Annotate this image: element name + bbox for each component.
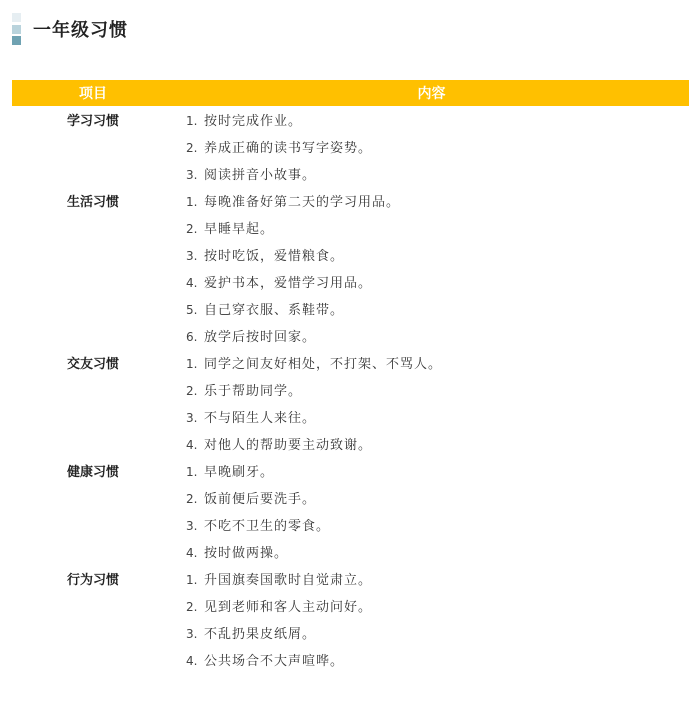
list-item-text: 自己穿衣服、系鞋带。 (204, 303, 345, 318)
list-item (174, 648, 689, 675)
habit-category-label: 生活习惯 (66, 195, 119, 210)
list-item-text: 每晚准备好第二天的学习用品。 (204, 195, 401, 210)
list-item (174, 324, 689, 351)
habit-group (12, 351, 689, 459)
list-item-text: 不与陌生人来往。 (204, 411, 317, 426)
list-item-number: 3. (186, 519, 198, 533)
list-item-number: 5. (186, 303, 198, 317)
list-item (174, 513, 689, 540)
habits-table (12, 80, 689, 675)
header-content-label: 内容 (417, 86, 446, 102)
list-item (174, 378, 689, 405)
list-item-text: 按时完成作业。 (204, 114, 303, 129)
habit-list (174, 567, 689, 675)
list-item-text: 早睡早起。 (204, 222, 275, 237)
list-item-number: 4. (186, 654, 198, 668)
table-body (12, 106, 689, 675)
list-item (174, 189, 689, 216)
list-item-number: 6. (186, 330, 198, 344)
list-item (174, 459, 689, 486)
list-item (174, 405, 689, 432)
habit-list (174, 108, 689, 189)
habit-list (174, 189, 689, 351)
list-item-text: 放学后按时回家。 (204, 330, 317, 345)
list-item (174, 486, 689, 513)
list-item-number: 2. (186, 141, 198, 155)
list-item-text: 阅读拼音小故事。 (204, 168, 317, 183)
list-item-number: 1. (186, 357, 198, 371)
habit-category-label: 行为习惯 (66, 573, 119, 588)
list-item-text: 同学之间友好相处，不打架、不骂人。 (204, 357, 443, 372)
list-item-number: 2. (186, 600, 198, 614)
list-item-text: 按时做两操。 (204, 546, 289, 561)
habit-group (12, 459, 689, 567)
list-item-text: 饭前便后要洗手。 (204, 492, 317, 507)
list-item (174, 162, 689, 189)
list-item-text: 见到老师和客人主动问好。 (204, 600, 373, 615)
habit-category-label: 学习习惯 (66, 114, 119, 129)
list-item (174, 270, 689, 297)
list-item-text: 乐于帮助同学。 (204, 384, 303, 399)
habit-category-label: 健康习惯 (66, 465, 119, 480)
list-item-number: 3. (186, 168, 198, 182)
habit-group (12, 189, 689, 351)
habit-list (174, 459, 689, 567)
list-item-number: 3. (186, 627, 198, 641)
list-item (174, 621, 689, 648)
list-item-number: 1. (186, 114, 198, 128)
list-item (174, 432, 689, 459)
title-mark-square (12, 25, 21, 34)
list-item-number: 4. (186, 276, 198, 290)
list-item-text: 早晚刷牙。 (204, 465, 275, 480)
list-item-text: 不乱扔果皮纸屑。 (204, 627, 317, 642)
habit-list (174, 351, 689, 459)
list-item (174, 594, 689, 621)
list-item-text: 升国旗奏国歌时自觉肃立。 (204, 573, 373, 588)
list-item (174, 540, 689, 567)
title-mark-square (12, 36, 21, 45)
list-item-number: 4. (186, 546, 198, 560)
list-item (174, 351, 689, 378)
list-item (174, 108, 689, 135)
title-square-icon (12, 13, 21, 45)
list-item-text: 爱护书本，爱惜学习用品。 (204, 276, 373, 291)
list-item (174, 297, 689, 324)
list-item-number: 3. (186, 249, 198, 263)
table-header (12, 80, 689, 106)
list-item-text: 公共场合不大声喧哗。 (204, 654, 345, 669)
list-item-number: 2. (186, 222, 198, 236)
list-item (174, 216, 689, 243)
list-item-text: 按时吃饭，爱惜粮食。 (204, 249, 345, 264)
list-item-number: 1. (186, 573, 198, 587)
list-item-number: 3. (186, 411, 198, 425)
header-item-label: 项目 (79, 86, 107, 102)
title-mark-square (12, 13, 21, 22)
page-title: 一年级习惯 (33, 20, 128, 41)
list-item-text: 对他人的帮助要主动致谢。 (204, 438, 373, 453)
list-item-number: 4. (186, 438, 198, 452)
list-item (174, 243, 689, 270)
habit-group (12, 567, 689, 675)
list-item (174, 135, 689, 162)
list-item-number: 2. (186, 492, 198, 506)
habit-group (12, 108, 689, 189)
list-item (174, 567, 689, 594)
habit-category-label: 交友习惯 (66, 357, 119, 372)
list-item-text: 养成正确的读书写字姿势。 (204, 141, 373, 156)
list-item-number: 2. (186, 384, 198, 398)
list-item-text: 不吃不卫生的零食。 (204, 519, 331, 534)
list-item-number: 1. (186, 465, 198, 479)
page-header (12, 12, 128, 46)
list-item-number: 1. (186, 195, 198, 209)
